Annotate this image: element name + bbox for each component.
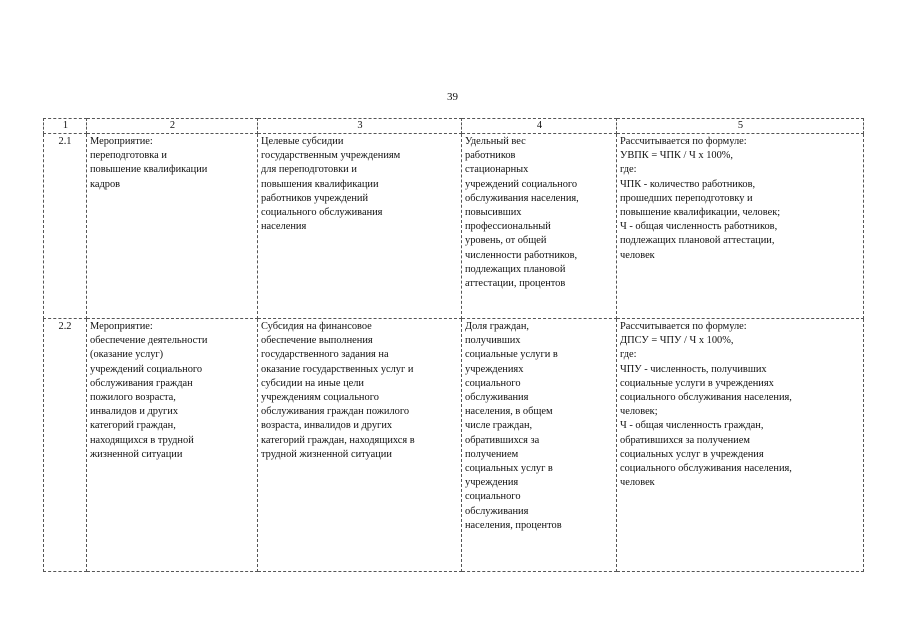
cell-text-line: категорий граждан, находящихся в [261,434,415,446]
row-number-cell: 2.2 [44,319,87,572]
cell-text-line: кадров [90,178,121,190]
cell-text-line: профессиональный [465,221,551,233]
cell-text-line: ЧПУ - численность, получивших [620,363,767,375]
cell-text-line: повышение квалификации, человек; [620,207,781,219]
cell-text-line: человек [620,477,655,489]
table-row [44,134,864,319]
cell-text-line: ДПСУ = ЧПУ / Ч х 100%, [620,335,734,347]
cell-text-line: социального обслуживания населения, [620,463,792,475]
cell-text-line: получивших [465,335,521,347]
cell-text-line: Мероприятие: [90,321,153,332]
header-cell: 5 [617,119,864,134]
header-cell: 1 [44,119,87,134]
cell-text-line: обслуживания граждан [90,377,193,389]
cell-text-line: находящихся в трудной [90,434,194,446]
cell-text-line: обеспечение выполнения [261,335,373,347]
cell-text-line: прошедших переподготовку и [620,192,753,204]
cell-text-line: повысивших [465,207,522,219]
indicator-cell [462,319,617,572]
cell-text-line: где: [620,164,637,176]
cell-text-line: обслуживания [465,392,529,404]
funding-source-cell [258,319,462,572]
row-number-cell: 2.1 [44,134,87,319]
cell-text-line: возраста, инвалидов и других [261,420,393,432]
cell-text-line: ЧПК - количество работников, [620,178,756,190]
header-cell: 4 [462,119,617,134]
cell-text-line: населения [261,221,307,233]
cell-text-line: социального обслуживания населения, [620,392,792,404]
cell-text-line: обслуживания населения, [465,192,579,204]
cell-text-line: трудной жизненной ситуации [261,448,392,460]
cell-text-line: инвалидов и других [90,406,179,418]
cell-text-line: человек [620,249,655,261]
cell-text-line: социальных услуг в [465,463,553,475]
cell-text-line: (оказание услуг) [90,349,164,361]
cell-text-line: учреждения [465,477,519,489]
cell-text-line: подлежащих плановой аттестации, [620,235,775,247]
cell-text-line: получением [465,448,519,460]
cell-text-line: социальные услуги в [465,349,558,361]
cell-text-line: учреждениям социального [261,392,379,404]
cell-text-line: Доля граждан, [465,321,530,332]
cell-text-line: где: [620,349,637,361]
cell-text-line: работников учреждений [261,192,369,204]
cell-text-line: социальные услуги в учреждениях [620,377,774,389]
cell-text-line: учреждений социального [90,363,203,375]
cell-text-line: государственным учреждениям [261,150,401,162]
cell-text-line: человек; [620,406,658,418]
cell-text-line: обратившихся за [465,434,540,446]
cell-text-line: социального обслуживания [261,207,383,219]
cell-text-line: Ч - общая численность работников, [620,221,778,233]
cell-text-line: численности работников, [465,249,578,261]
cell-text-line: подлежащих плановой [465,263,566,275]
cell-text-line: обеспечение деятельности [90,335,208,347]
formula-cell [617,134,864,319]
cell-text-line: Мероприятие: [90,136,153,147]
cell-text-line: государственного задания на [261,349,389,361]
table-header-row [44,119,864,134]
cell-text-line: обратившихся за получением [620,434,750,446]
cell-text-line: социального [465,491,521,503]
cell-text-line: Ч - общая численность граждан, [620,420,764,432]
cell-text-line: социального [465,377,521,389]
cell-text-line: субсидии на иные цели [261,377,364,389]
page-number: 39 [447,91,458,103]
cell-text-line: категорий граждан, [90,420,176,432]
cell-text-line: аттестации, процентов [465,278,566,290]
indicator-table [43,118,864,572]
event-cell [87,134,258,319]
cell-text-line: повышения квалификации [261,178,379,190]
header-cell: 3 [258,119,462,134]
event-cell [87,319,258,572]
cell-text-line: жизненной ситуации [90,448,183,460]
cell-text-line: работников [465,150,516,162]
cell-text-line: учреждениях [465,363,524,375]
cell-text-line: Рассчитывается по формуле: [620,136,747,147]
cell-text-line: обслуживания [465,505,529,517]
cell-text-line: обслуживания граждан пожилого [261,406,410,418]
cell-text-line: уровень, от общей [465,235,547,247]
table-row [44,319,864,572]
formula-cell [617,319,864,572]
funding-source-cell [258,134,462,319]
header-cell: 2 [87,119,258,134]
cell-text-line: стационарных [465,164,529,176]
cell-text-line: Субсидия на финансовое [261,321,372,332]
cell-text-line: Рассчитывается по формуле: [620,321,747,332]
cell-text-line: оказание государственных услуг и [261,363,414,375]
cell-text-line: для переподготовки и [261,164,357,176]
cell-text-line: населения, процентов [465,519,562,531]
indicator-cell [462,134,617,319]
cell-text-line: повышение квалификации [90,164,208,176]
cell-text-line: социальных услуг в учреждения [620,448,764,460]
cell-text-line: УВПК = ЧПК / Ч х 100%, [620,150,734,162]
cell-text-line: переподготовка и [90,150,167,162]
cell-text-line: пожилого возраста, [90,392,176,404]
cell-text-line: Удельный вес [465,136,526,147]
cell-text-line: учреждений социального [465,178,578,190]
cell-text-line: числе граждан, [465,420,533,432]
cell-text-line: Целевые субсидии [261,136,344,147]
cell-text-line: населения, в общем [465,406,553,418]
